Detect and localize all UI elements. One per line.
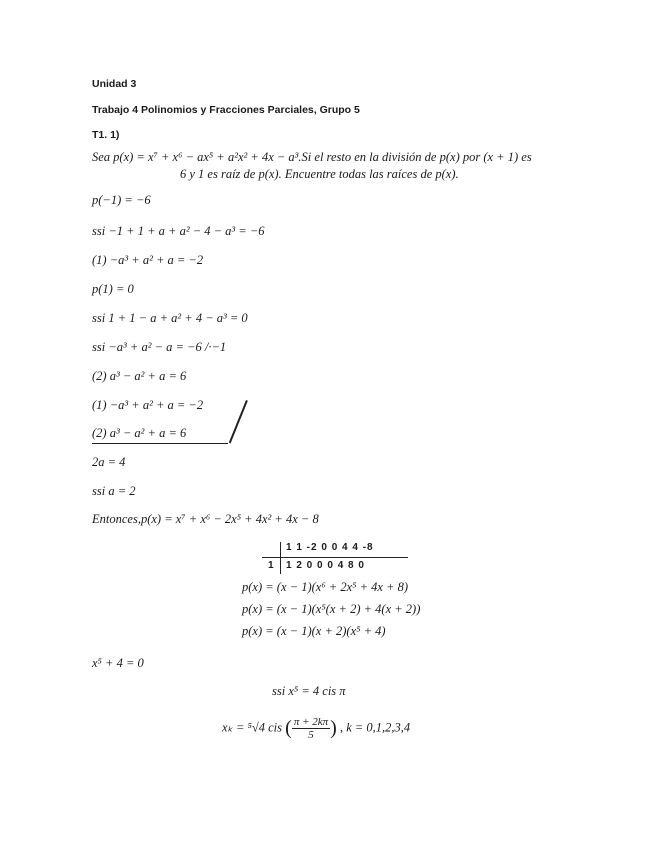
factorization-1: p(x) = (x − 1)(x⁶ + 2x⁵ + 4x + 8) (242, 580, 409, 594)
roots-formula (222, 716, 410, 741)
step-10: 2a = 4 (92, 455, 126, 469)
roots-formula-left: xₖ = ⁵√4 cis (222, 720, 283, 735)
step-5: ssi 1 + 1 − a + a² + 4 − a³ = 0 (92, 311, 248, 325)
left-paren: ( (285, 717, 292, 739)
statement-line-1: Sea p(x) = x⁷ + x⁶ − ax⁵ + a²x² + 4x − a³.Si el resto en la división de p(x) por (x + 1) es (92, 150, 532, 164)
sum-slash (229, 400, 248, 443)
statement-line-2: 6 y 1 es raíz de p(x). Encuentre todas las raíces de p(x). (180, 167, 459, 181)
division-vertical-rule (280, 542, 281, 574)
fraction-numerator: π + 2kπ (293, 716, 329, 728)
step-7: (2) a³ − a² + a = 6 (92, 369, 187, 383)
fraction-denominator: 5 (308, 729, 314, 741)
division-root: 1 (268, 560, 274, 571)
roots-ssi: ssi x⁵ = 4 cis π (272, 684, 346, 698)
step-8: (1) −a³ + a² + a = −2 (92, 398, 204, 412)
step-9: (2) a³ − a² + a = 6 (92, 426, 187, 440)
step-3: (1) −a³ + a² + a = −2 (92, 253, 204, 267)
step-12: Entonces,p(x) = x⁷ + x⁶ − 2x⁵ + 4x² + 4x − 8 (92, 512, 319, 526)
problem-label: T1. 1) (92, 129, 120, 141)
step-1: p(−1) = −6 (92, 193, 151, 207)
division-horizontal-rule (262, 557, 408, 558)
sum-underline (92, 443, 228, 444)
step-2: ssi −1 + 1 + a + a² − 4 − a³ = −6 (92, 224, 265, 238)
assignment-title: Trabajo 4 Polinomios y Fracciones Parciales, Grupo 5 (92, 104, 360, 116)
factorization-2: p(x) = (x − 1)(x⁵(x + 2) + 4(x + 2)) (242, 602, 421, 616)
unit-heading: Unidad 3 (92, 78, 137, 90)
roots-formula-right: , k = 0,1,2,3,4 (339, 720, 411, 735)
synthetic-division-table (262, 540, 412, 576)
division-result: 1 2 0 0 0 4 8 0 (286, 560, 365, 571)
roots-fraction (292, 716, 330, 741)
factorization-3: p(x) = (x − 1)(x + 2)(x⁵ + 4) (242, 624, 386, 638)
division-coefficients: 1 1 -2 0 0 4 4 -8 (286, 542, 374, 553)
step-4: p(1) = 0 (92, 282, 134, 296)
right-paren: ) (330, 717, 337, 739)
step-11: ssi a = 2 (92, 484, 136, 498)
roots-equation: x⁵ + 4 = 0 (92, 656, 144, 670)
step-6: ssi −a³ + a² − a = −6 /·−1 (92, 340, 227, 354)
